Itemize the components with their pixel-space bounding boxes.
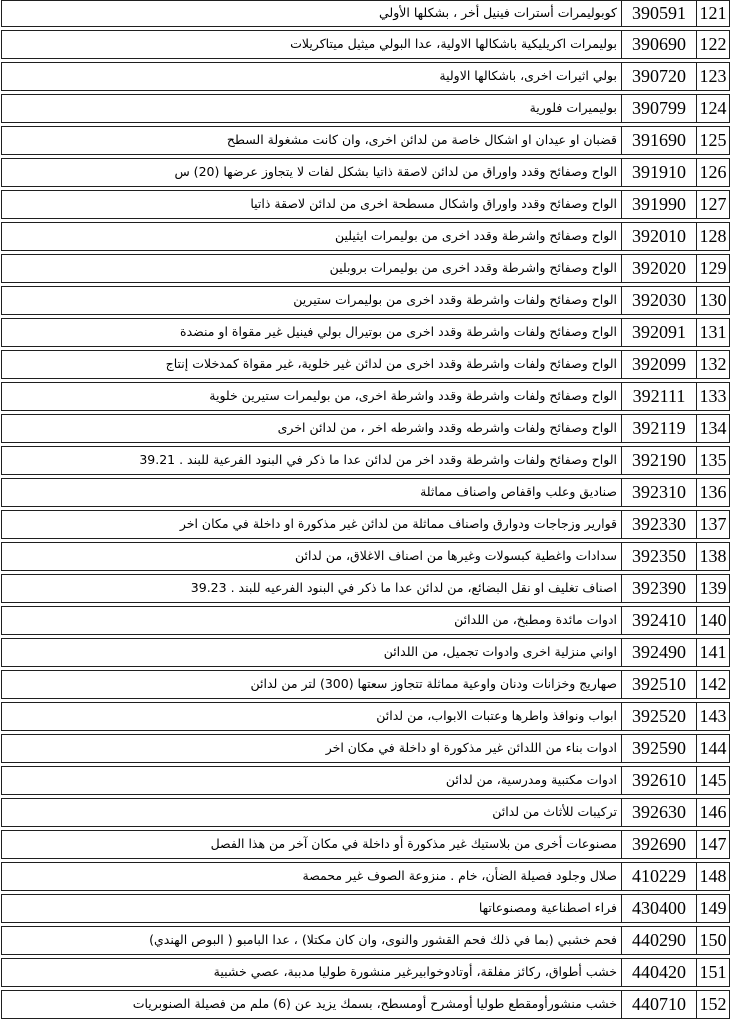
hs-code-cell: 392510 xyxy=(621,671,697,698)
hs-code-cell: 440290 xyxy=(621,927,697,954)
row-number-cell: 142 xyxy=(699,674,727,694)
row-number-cell: 126 xyxy=(699,162,727,182)
description-cell: بوليميرات فلورية xyxy=(529,100,617,115)
description-cell: ادوات مكتبية ومدرسية، من لدائن xyxy=(445,772,617,787)
hs-code-cell: 392119 xyxy=(621,415,697,442)
description-cell: الواح وصفائح ولفات واشرطة وقدد واشرطة اخرى، من بوليمرات ستيرين خلوية xyxy=(209,388,617,403)
row-number-cell: 145 xyxy=(699,770,727,790)
description-cell: خشب منشورأومقطع طوليا أومشرح أومسطح، بسمك يزيد عن (6) ملم من فصيلة الصنوبريات xyxy=(132,996,617,1011)
table-row xyxy=(1,702,730,731)
row-number-cell: 149 xyxy=(699,898,727,918)
hs-code-cell: 392190 xyxy=(621,447,697,474)
row-number-cell: 151 xyxy=(699,962,727,982)
hs-code-cell: 392091 xyxy=(621,319,697,346)
table-row xyxy=(1,862,730,891)
row-number-cell: 134 xyxy=(699,418,727,438)
table-row xyxy=(1,286,730,315)
table-row xyxy=(1,0,730,27)
description-cell: قوارير وزجاجات ودوارق واصناف مماثلة من لدائن غير مذكورة او داخلة في مكان اخر xyxy=(179,516,617,531)
description-cell: اصناف تغليف او نقل البضائع، من لدائن عدا ما ذكر في البنود الفرعيه للبند . 39.23 xyxy=(190,580,617,595)
hs-code-cell: 391690 xyxy=(621,127,697,154)
description-cell: مصنوعات أخرى من بلاستيك غير مذكورة أو داخلة في مكان آخر من هذا الفصل xyxy=(210,836,617,851)
table-row xyxy=(1,30,730,59)
row-number-cell: 138 xyxy=(699,546,727,566)
table-row xyxy=(1,894,730,923)
table-row xyxy=(1,926,730,955)
row-number-cell: 152 xyxy=(699,994,727,1014)
description-cell: بولي اثيرات اخرى، باشكالها الاولية xyxy=(439,68,617,83)
hs-code-cell: 391990 xyxy=(621,191,697,218)
row-number-cell: 140 xyxy=(699,610,727,630)
description-cell: الواح وصفائح ولفات واشرطة وقدد اخرى من لدائن غير خلوية، غير مقواة كمدخلات إنتاج xyxy=(165,356,617,371)
row-number-cell: 144 xyxy=(699,738,727,758)
row-number-cell: 135 xyxy=(699,450,727,470)
row-number-cell: 146 xyxy=(699,802,727,822)
hs-code-cell: 392350 xyxy=(621,543,697,570)
description-cell: الواح وصفائح ولفات واشرطة وقدد اخرى من بوليمرات ستيرين xyxy=(293,292,617,307)
description-cell: اواني منزلية اخرى وادوات تجميل، من اللدائن xyxy=(383,644,617,659)
table-row xyxy=(1,254,730,283)
row-number-cell: 147 xyxy=(699,834,727,854)
hs-code-cell: 440710 xyxy=(621,991,697,1018)
hs-code-cell: 392030 xyxy=(621,287,697,314)
table-row xyxy=(1,734,730,763)
table-row xyxy=(1,478,730,507)
table-row xyxy=(1,606,730,635)
description-cell: تركيبات للأثاث من لدائن xyxy=(492,804,617,819)
row-number-cell: 129 xyxy=(699,258,727,278)
row-number-cell: 132 xyxy=(699,354,727,374)
table-row xyxy=(1,830,730,859)
description-cell: ابواب ونوافذ واطرها وعتبات الابواب، من لدائن xyxy=(376,708,617,723)
description-cell: الواح وصفائح وقدد واوراق واشكال مسطحة اخرى من لدائن لاصقة ذاتيا xyxy=(250,196,617,211)
hs-code-cell: 430400 xyxy=(621,895,697,922)
description-cell: الواح وصفائح وقدد واوراق من لدائن لاصقة ذاتيا بشكل لفات لا يتجاوز عرضها (20) س xyxy=(174,164,617,179)
table-row xyxy=(1,190,730,219)
row-number-cell: 127 xyxy=(699,194,727,214)
table-row xyxy=(1,446,730,475)
table-row xyxy=(1,62,730,91)
row-number-cell: 122 xyxy=(699,34,727,54)
hs-code-cell: 392520 xyxy=(621,703,697,730)
row-number-cell: 123 xyxy=(699,66,727,86)
hs-code-cell: 392010 xyxy=(621,223,697,250)
table-row xyxy=(1,222,730,251)
hs-code-cell: 410229 xyxy=(621,863,697,890)
table-row xyxy=(1,126,730,155)
table-row xyxy=(1,510,730,539)
row-number-cell: 141 xyxy=(699,642,727,662)
table-row xyxy=(1,382,730,411)
description-cell: ادوات بناء من اللدائن غير مذكورة او داخلة في مكان اخر xyxy=(325,740,617,755)
description-cell: سدادات واغطية كبسولات وغيرها من اصناف الاغلاق، من لدائن xyxy=(295,548,617,563)
description-cell: الواح وصفائح ولفات واشرطة وقدد اخرى من بوتيرال بولي فينيل غير مقواة او منضدة xyxy=(180,324,617,339)
description-cell: كوبوليمرات أسترات فينيل أخر ، بشكلها الأولي xyxy=(379,5,617,20)
hs-code-cell: 392330 xyxy=(621,511,697,538)
row-number-cell: 136 xyxy=(699,482,727,502)
hs-code-cell: 392310 xyxy=(621,479,697,506)
description-cell: الواح وصفائح واشرطة وقدد اخرى من بوليمرات بروبلين xyxy=(329,260,617,275)
description-cell: قضبان او عيدان او اشكال خاصة من لدائن اخرى، وان كانت مشغولة السطح xyxy=(226,132,617,147)
description-cell: ادوات مائدة ومطبخ، من اللدائن xyxy=(454,612,617,627)
table-row xyxy=(1,670,730,699)
hs-code-cell: 392610 xyxy=(621,767,697,794)
description-cell: خشب أطواق، ركائز مفلقة، أوتادوخوابيرغير منشورة طوليا مدببة، عصي خشبية xyxy=(213,964,617,979)
description-cell: فراء اصطناعية ومصنوعاتها xyxy=(478,900,617,915)
description-cell: الواح وصفائح ولفات واشرطة وقدد اخر من لدائن عدا ما ذكر في البنود الفرعية للبند . 39.21 xyxy=(139,452,617,467)
table-row xyxy=(1,414,730,443)
hs-code-cell: 390690 xyxy=(621,31,697,58)
row-number-cell: 130 xyxy=(699,290,727,310)
table-row xyxy=(1,574,730,603)
table-row xyxy=(1,350,730,379)
row-number-cell: 133 xyxy=(699,386,727,406)
description-cell: فحم خشبي (بما في ذلك فحم القشور والنوى، وان كان مكتلا) ، عدا البامبو ( البوص الهندي) xyxy=(149,932,617,947)
row-number-cell: 150 xyxy=(699,930,727,950)
row-number-cell: 143 xyxy=(699,706,727,726)
description-cell: صلال وجلود فصيلة الضأن، خام . منزوعة الصوف غير محمصة xyxy=(302,868,617,883)
table-row xyxy=(1,990,730,1019)
hs-code-cell: 392020 xyxy=(621,255,697,282)
row-number-cell: 128 xyxy=(699,226,727,246)
row-number-cell: 121 xyxy=(699,3,727,23)
hs-code-cell: 392390 xyxy=(621,575,697,602)
row-number-cell: 131 xyxy=(699,322,727,342)
table-row xyxy=(1,958,730,987)
row-number-cell: 148 xyxy=(699,866,727,886)
row-number-cell: 137 xyxy=(699,514,727,534)
hs-code-cell: 391910 xyxy=(621,159,697,186)
table-row xyxy=(1,94,730,123)
hs-code-cell: 392490 xyxy=(621,639,697,666)
description-cell: الواح وصفائح ولفات واشرطه وقدد واشرطه اخر ، من لدائن اخرى xyxy=(277,420,617,435)
hs-code-cell: 440420 xyxy=(621,959,697,986)
hs-code-cell: 390799 xyxy=(621,95,697,122)
table-row xyxy=(1,638,730,667)
hs-code-cell: 392111 xyxy=(621,383,697,410)
row-number-cell: 139 xyxy=(699,578,727,598)
hs-code-cell: 392099 xyxy=(621,351,697,378)
description-cell: الواح وصفائح واشرطة وقدد اخرى من بوليمرات ايثيلين xyxy=(335,228,617,243)
description-cell: بوليمرات اكريليكية باشكالها الاولية، عدا البولي ميثيل ميتاكريلات xyxy=(290,36,617,51)
hs-code-cell: 392630 xyxy=(621,799,697,826)
hs-code-cell: 392690 xyxy=(621,831,697,858)
hs-code-cell: 392410 xyxy=(621,607,697,634)
table-row xyxy=(1,798,730,827)
table-row xyxy=(1,542,730,571)
hs-code-cell: 390591 xyxy=(621,1,697,26)
table-row xyxy=(1,318,730,347)
description-cell: صهاريج وخزانات ودنان واوعية مماثلة تتجاوز سعتها (300) لتر من لدائن xyxy=(250,676,617,691)
row-number-cell: 125 xyxy=(699,130,727,150)
hs-code-cell: 392590 xyxy=(621,735,697,762)
table-row xyxy=(1,766,730,795)
description-cell: صناديق وعلب واقفاص واصناف مماثلة xyxy=(420,484,617,499)
row-number-cell: 124 xyxy=(699,98,727,118)
table-row xyxy=(1,158,730,187)
hs-code-cell: 390720 xyxy=(621,63,697,90)
